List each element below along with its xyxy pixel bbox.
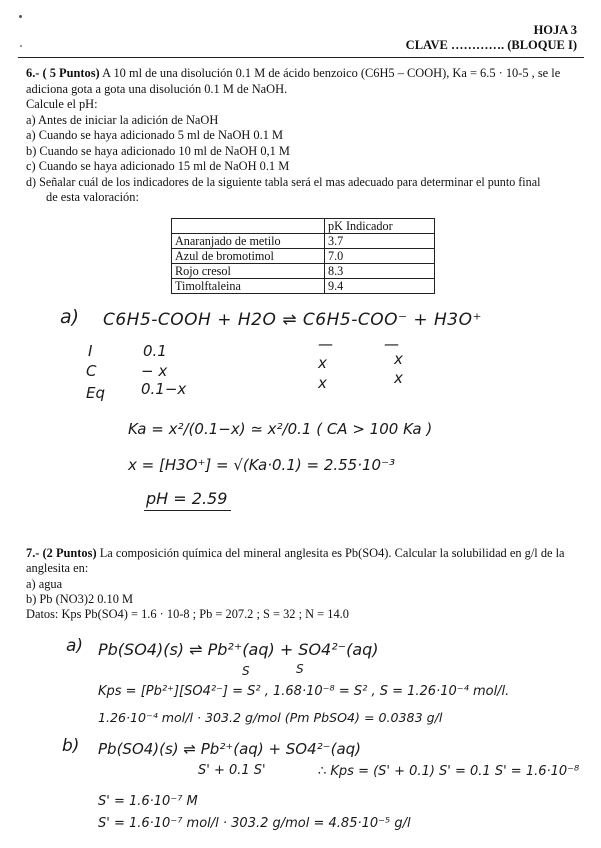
scan-mark-bottom	[20, 45, 22, 47]
sol6-ph-result: pH = 2.59	[144, 489, 231, 511]
answer-key-label: CLAVE …………. (BLOQUE I)	[405, 38, 577, 52]
ice-I-base: —	[318, 335, 333, 353]
problem7-line1	[26, 546, 565, 562]
table-row	[172, 249, 435, 264]
ice-I-label: I	[88, 342, 93, 360]
table-header-cell: pK Indicador	[325, 219, 435, 234]
problem7-statement-2: anglesita en:	[26, 561, 89, 575]
sol7b-label: b)	[62, 736, 80, 756]
ice-Eq-label: Eq	[86, 384, 105, 402]
sol7a-s-under-pb: S	[242, 664, 250, 678]
problem6-prompt: Calcule el pH:	[26, 97, 98, 111]
ice-I-acid: 0.1	[143, 342, 167, 360]
sheet-number: HOJA 3	[533, 23, 577, 37]
sol6-ka-expression: Ka = x²/(0.1−x) ≃ x²/0.1 ( CA > 100 Ka )	[128, 420, 433, 438]
ice-Eq-acid: 0.1−x	[141, 380, 187, 398]
sol7b-equation: Pb(SO4)(s) ⇌ Pb²⁺(aq) + SO4²⁻(aq)	[98, 740, 362, 758]
header-divider	[18, 57, 584, 58]
ice-Eq-base: x	[318, 374, 327, 392]
problem6-statement-1: A 10 ml de una disolución 0.1 M de ácido benzoico (C6H5 – COOH), Ka = 6.5 · 10-5 , se le	[102, 66, 561, 80]
problem7-number: 7.-	[26, 546, 40, 560]
problem6-item-4: d) Señalar cuál de los indicadores de la siguiente tabla será el mas adecuado para determinar el punto final	[26, 175, 541, 189]
ice-C-base: x	[318, 354, 327, 372]
table-row	[172, 264, 435, 279]
table-header-row	[172, 219, 435, 234]
problem7-item-1: b) Pb (NO3)2 0.10 M	[26, 592, 134, 606]
sol7b-conversion: S' = 1.6·10⁻⁷ mol/l · 303.2 g/mol = 4.85·10⁻⁵ g/l	[98, 816, 411, 831]
table-cell-indicator: Azul de bromotimol	[172, 249, 325, 264]
table-cell-indicator: Rojo cresol	[172, 264, 325, 279]
sol6-label: a)	[60, 306, 80, 328]
sol7a-label: a)	[66, 636, 84, 656]
problem6-item-0: a) Antes de iniciar la adición de NaOH	[26, 113, 219, 127]
problem6-item-5: de esta valoración:	[46, 190, 139, 204]
ice-C-h3o: x	[394, 350, 403, 368]
problem7-points: (2 Puntos)	[42, 546, 97, 560]
table-cell-pk: 8.3	[325, 264, 435, 279]
sol7b-kps-line: ∴ Kps = (S' + 0.1) S' = 0.1 S' = 1.6·10⁻⁸	[318, 764, 580, 779]
problem6-line1	[26, 66, 560, 82]
table-cell-pk: 3.7	[325, 234, 435, 249]
sol7a-kps-line: Kps = [Pb²⁺][SO4²⁻] = S² , 1.68·10⁻⁸ = S² , S = 1.26·10⁻⁴ mol/l.	[98, 684, 510, 699]
problem6-statement-2: adiciona gota a gota una disolución 0.1 M de NaOH.	[26, 82, 288, 96]
sol7a-equation: Pb(SO4)(s) ⇌ Pb²⁺(aq) + SO4²⁻(aq)	[98, 640, 379, 659]
problem6-item-3: c) Cuando se haya adicionado 15 ml de NaOH 0.1 M	[26, 159, 290, 173]
sol6-equation: C6H5-COOH + H2O ⇌ C6H5-COO⁻ + H3O⁺	[103, 310, 482, 330]
sol7b-s-value: S' = 1.6·10⁻⁷ M	[98, 794, 198, 809]
table-cell-indicator: Timolftaleina	[172, 279, 325, 294]
ice-I-h3o: —	[384, 335, 399, 353]
sol6-x-value: x = [H3O⁺] = √(Ka·0.1) = 2.55·10⁻³	[128, 456, 396, 474]
table-header-cell	[172, 219, 325, 234]
problem7-item-0: a) agua	[26, 577, 63, 591]
problem6-points: ( 5 Puntos)	[42, 66, 100, 80]
sol7b-under-line: S' + 0.1 S'	[198, 763, 266, 778]
problem6-item-2: b) Cuando se haya adicionado 10 ml de NaOH 0,1 M	[26, 144, 290, 158]
problem7-data: Datos: Kps Pb(SO4) = 1.6 · 10-8 ; Pb = 207.2 ; S = 32 ; N = 14.0	[26, 607, 349, 621]
table-cell-pk: 9.4	[325, 279, 435, 294]
ice-Eq-h3o: x	[394, 369, 403, 387]
problem7-statement-1: La composición química del mineral anglesita es Pb(SO4). Calcular la solubilidad en g/l de la	[99, 546, 565, 560]
ice-C-label: C	[86, 362, 97, 380]
table-cell-indicator: Anaranjado de metilo	[172, 234, 325, 249]
problem6-item-1: a) Cuando se haya adicionado 5 ml de NaOH 0.1 M	[26, 128, 284, 142]
table-row	[172, 234, 435, 249]
indicator-table	[171, 218, 435, 294]
sol7a-conversion: 1.26·10⁻⁴ mol/l · 303.2 g/mol (Pm PbSO4) = 0.0383 g/l	[98, 710, 443, 725]
sol7a-s-under-so4: S	[296, 662, 304, 676]
problem6-number: 6.-	[26, 66, 40, 80]
scan-mark-top	[19, 15, 22, 18]
table-cell-pk: 7.0	[325, 249, 435, 264]
table-row	[172, 279, 435, 294]
ice-C-acid: − x	[141, 362, 168, 380]
